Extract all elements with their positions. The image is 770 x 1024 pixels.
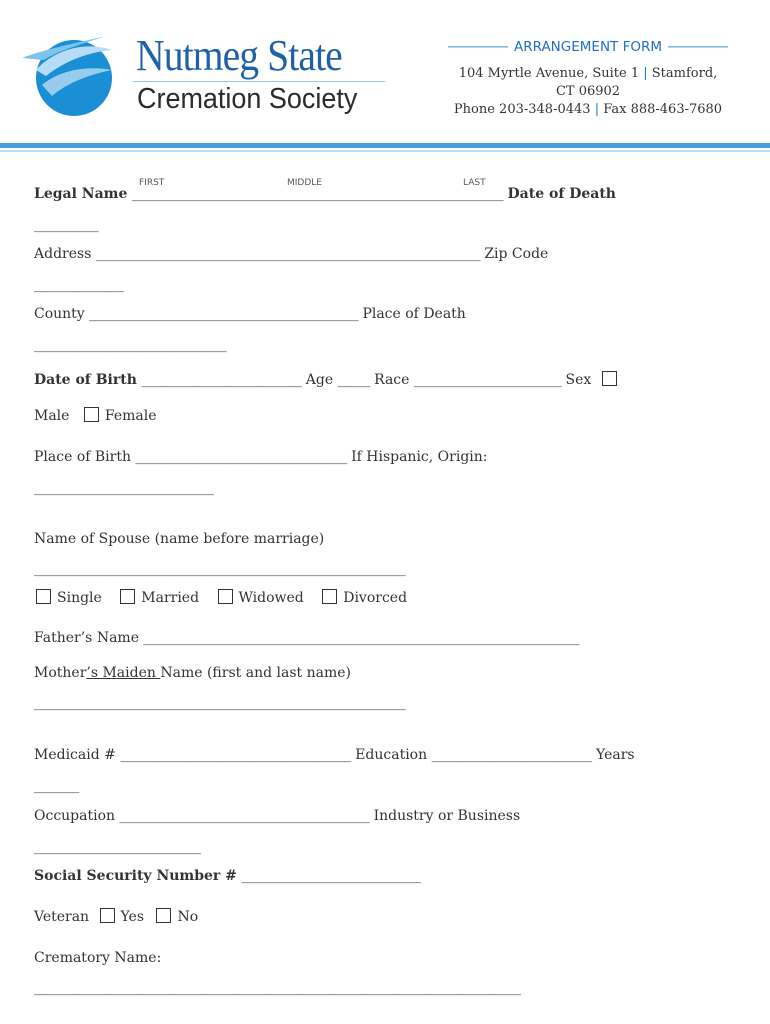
divorced-label: Divorced bbox=[343, 590, 408, 606]
zip-code-row bbox=[34, 276, 124, 294]
spouse-row bbox=[34, 560, 405, 578]
marital-status-row bbox=[36, 589, 407, 607]
hispanic-origin-field[interactable]: ____________________________ bbox=[34, 480, 214, 496]
divorced-checkbox[interactable] bbox=[322, 589, 337, 604]
education-years-label: Years bbox=[596, 747, 635, 763]
legal-name-label: Legal Name bbox=[34, 186, 128, 202]
place-of-birth-label: Place of Birth bbox=[34, 449, 131, 465]
phone: Phone 203-348-0443 bbox=[453, 102, 591, 117]
occupation-row bbox=[34, 807, 520, 825]
education-label: Education bbox=[355, 747, 428, 763]
crematory-label-row bbox=[34, 949, 161, 967]
county-field[interactable]: __________________________________________ bbox=[89, 306, 358, 322]
veteran-no-label: No bbox=[177, 909, 199, 925]
mother-row bbox=[34, 694, 405, 712]
place-of-death-row bbox=[34, 336, 226, 354]
crematory-label: Crematory Name: bbox=[34, 950, 162, 966]
hispanic-origin-label: If Hispanic, Origin: bbox=[351, 449, 488, 465]
place-of-birth-row bbox=[34, 448, 488, 466]
veteran-row bbox=[34, 908, 198, 926]
spouse-label: Name of Spouse (name before marriage) bbox=[34, 531, 325, 547]
single-label: Single bbox=[57, 590, 102, 606]
crematory-field[interactable]: ____________________________________________________________________________ bbox=[34, 980, 521, 996]
brand-subtitle: Cremation Society bbox=[137, 83, 358, 115]
date-of-death-label: Date of Death bbox=[507, 186, 616, 202]
hispanic-origin-row bbox=[34, 479, 213, 497]
industry-field[interactable]: __________________________ bbox=[34, 839, 201, 855]
father-row bbox=[34, 629, 579, 647]
address-label: Address bbox=[34, 246, 92, 262]
education-field[interactable]: _________________________ bbox=[431, 747, 592, 763]
spouse-field[interactable]: __________________________________________________________ bbox=[34, 561, 406, 577]
legal-name-row bbox=[34, 185, 616, 203]
widowed-checkbox[interactable] bbox=[218, 589, 233, 604]
date-of-death-field[interactable]: __________ bbox=[34, 217, 99, 233]
ssn-label: Social Security Number # bbox=[34, 868, 237, 884]
industry-label: Industry or Business bbox=[373, 808, 521, 824]
date-of-death-row bbox=[34, 216, 98, 234]
sex-male-checkbox[interactable] bbox=[602, 371, 617, 386]
ssn-row bbox=[34, 867, 421, 885]
single-checkbox[interactable] bbox=[36, 589, 51, 604]
veteran-label: Veteran bbox=[34, 909, 90, 925]
city: Stamford, bbox=[651, 66, 718, 81]
address-row bbox=[34, 245, 548, 263]
county-label: County bbox=[34, 306, 85, 322]
fax: Fax 888-463-7680 bbox=[603, 102, 723, 117]
sex-female-label: Female bbox=[104, 408, 157, 424]
ssn-field[interactable]: ____________________________ bbox=[241, 868, 421, 884]
header-band-thin bbox=[0, 150, 770, 152]
spouse-label-row bbox=[34, 530, 324, 548]
header-band bbox=[0, 143, 770, 148]
contact-block bbox=[440, 65, 736, 129]
father-name-field[interactable]: ____________________________________________________________________ bbox=[143, 630, 579, 646]
title-rule-left bbox=[448, 46, 508, 48]
date-of-birth-field[interactable]: _________________________ bbox=[141, 372, 302, 388]
society-logo bbox=[22, 30, 122, 118]
education-years-field[interactable]: _______ bbox=[34, 778, 79, 794]
sex-options-row bbox=[34, 407, 157, 425]
race-label: Race bbox=[374, 372, 410, 388]
father-name-label: Father’s Name bbox=[34, 630, 139, 646]
zip-code-label: Zip Code bbox=[484, 246, 549, 262]
brand-name: Nutmeg State bbox=[136, 31, 342, 80]
zip-code-field[interactable]: ______________ bbox=[34, 277, 124, 293]
race-field[interactable]: _______________________ bbox=[413, 372, 562, 388]
address-field[interactable]: ____________________________________________________________ bbox=[95, 246, 480, 262]
veteran-no-checkbox[interactable] bbox=[156, 908, 171, 923]
birth-details-row bbox=[34, 371, 623, 389]
mother-label-start: Mother bbox=[34, 665, 87, 681]
crematory-row bbox=[34, 979, 520, 997]
separator: | bbox=[594, 102, 600, 117]
state-zip: CT 06902 bbox=[555, 84, 621, 99]
legal-name-field[interactable]: __________________________________________________________ bbox=[131, 186, 504, 202]
title-rule-right bbox=[668, 46, 728, 48]
county-row bbox=[34, 305, 466, 323]
married-label: Married bbox=[141, 590, 200, 606]
age-field[interactable]: _____ bbox=[337, 372, 370, 388]
last-name-sublabel: LAST bbox=[463, 178, 486, 188]
sex-label: Sex bbox=[565, 372, 592, 388]
widowed-label: Widowed bbox=[238, 590, 304, 606]
medicaid-row bbox=[34, 746, 635, 764]
separator: | bbox=[643, 66, 648, 81]
industry-row bbox=[34, 838, 200, 856]
address-line: 104 Myrtle Avenue, Suite 1 bbox=[458, 66, 640, 81]
veteran-yes-label: Yes bbox=[120, 909, 145, 925]
place-of-death-field[interactable]: ______________________________ bbox=[34, 337, 227, 353]
medicaid-field[interactable]: ____________________________________ bbox=[120, 747, 351, 763]
age-label: Age bbox=[305, 372, 334, 388]
occupation-field[interactable]: _______________________________________ bbox=[119, 808, 370, 824]
education-years-row bbox=[34, 777, 79, 795]
medicaid-label: Medicaid # bbox=[34, 747, 116, 763]
date-of-birth-label: Date of Birth bbox=[34, 372, 137, 388]
mother-label-end: Name (first and last name) bbox=[160, 665, 351, 681]
mother-name-label bbox=[34, 665, 351, 681]
married-checkbox[interactable] bbox=[120, 589, 135, 604]
mother-name-field[interactable]: __________________________________________________________ bbox=[34, 695, 406, 711]
veteran-yes-checkbox[interactable] bbox=[100, 908, 115, 923]
sex-female-checkbox[interactable] bbox=[84, 407, 99, 422]
middle-name-sublabel: MIDDLE bbox=[287, 178, 322, 188]
place-of-birth-field[interactable]: _________________________________ bbox=[135, 449, 347, 465]
place-of-death-label: Place of Death bbox=[362, 306, 466, 322]
first-name-sublabel: FIRST bbox=[139, 178, 165, 188]
form-title-bar bbox=[448, 38, 728, 56]
mother-label-row bbox=[34, 664, 351, 682]
form-title: ARRANGEMENT FORM bbox=[514, 39, 663, 55]
mother-label-underlined: ’s Maiden bbox=[86, 665, 161, 681]
sex-male-label: Male bbox=[34, 408, 70, 424]
occupation-label: Occupation bbox=[34, 808, 116, 824]
